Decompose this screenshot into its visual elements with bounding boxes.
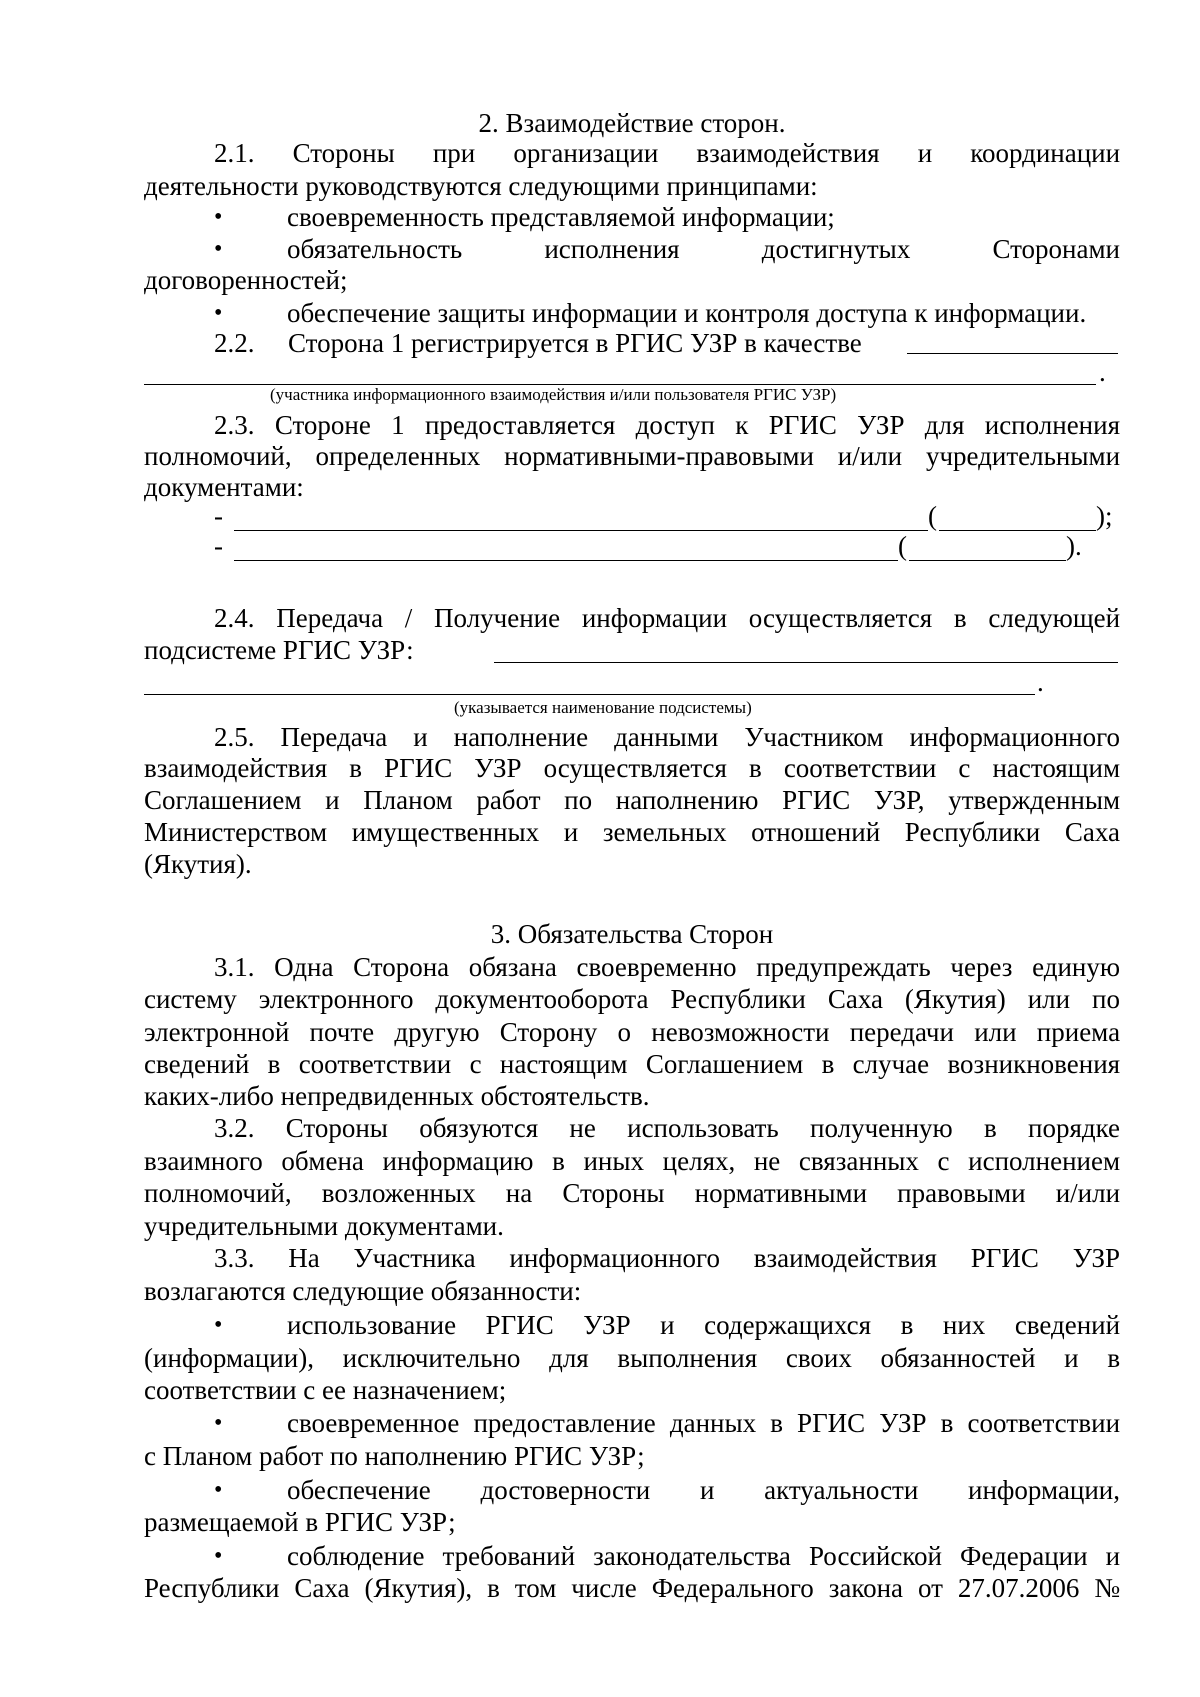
clause-2-5-line-1 [214, 721, 1120, 754]
duty-2-line-1 [287, 1407, 1120, 1440]
clause-2-4-line-1 [214, 602, 1120, 635]
word: в [267, 1049, 281, 1079]
clause-2-5-line-2 [144, 752, 1120, 785]
clause-3-2-line-2 [144, 1145, 1120, 1178]
word: в [349, 753, 363, 783]
word: достигнутых [761, 234, 911, 264]
word: 2.3. [214, 410, 255, 440]
word: Сторона [353, 952, 450, 982]
word: возложенных [321, 1178, 476, 1208]
word: по [1092, 984, 1120, 1014]
clause-2-2-end: . [1099, 357, 1106, 387]
word: Федерального [651, 1573, 814, 1603]
word: в [821, 1049, 835, 1079]
word: правовыми [897, 1178, 1026, 1208]
bullet-icon: • [214, 1477, 223, 1503]
word: организации [513, 138, 659, 168]
word: работ [476, 785, 541, 815]
word: УЗР [583, 1310, 631, 1340]
word: Стороны [285, 1113, 388, 1143]
blank-line-document-2-detail [909, 560, 1066, 561]
word: и [563, 817, 579, 847]
clause-number: 2.2. [214, 328, 255, 358]
duty-4-line-2 [144, 1572, 1120, 1605]
word: Передача [280, 722, 388, 752]
word: содержащихся [704, 1310, 872, 1340]
word: осуществляется [543, 753, 727, 783]
word: Министерством [144, 817, 328, 847]
word: исполнения [984, 410, 1121, 440]
duty-1-line-3: соответствии с ее назначением; [144, 1375, 507, 1405]
word: том [514, 1573, 557, 1603]
word: Российской [808, 1541, 942, 1571]
word: исполнения [544, 234, 680, 264]
word: и [413, 722, 428, 752]
bullet-icon: • [214, 236, 223, 262]
word: предоставляется [424, 410, 616, 440]
word: требований [442, 1541, 576, 1571]
clause-3-1-line-4 [144, 1048, 1120, 1081]
bullet-icon: • [214, 300, 223, 326]
clause-2-1-line-2: деятельности руководствуются следующими принципами: [144, 171, 818, 201]
word: выполнения [617, 1343, 758, 1373]
word: Федерации [960, 1541, 1088, 1571]
duty-2-line-2: с Планом работ по наполнению РГИС УЗР; [144, 1441, 645, 1471]
word: Саха [1064, 817, 1121, 847]
word: земельных [602, 817, 727, 847]
word: предупреждать [756, 952, 931, 982]
word: РГИС [782, 785, 851, 815]
word: порядке [1028, 1113, 1121, 1143]
word: Республики [670, 984, 806, 1014]
word: и [660, 1310, 675, 1340]
word: электронной [144, 1017, 290, 1047]
paren-open-1: ( [928, 501, 937, 531]
word: взаимодействия [144, 753, 328, 783]
word: передачи [849, 1017, 954, 1047]
word: УЗР [1072, 1243, 1120, 1273]
word: в [749, 753, 762, 783]
word: Участника [353, 1243, 476, 1273]
word: них [942, 1310, 986, 1340]
word: Сторонами [992, 234, 1121, 264]
word: УЗР [474, 753, 522, 783]
clause-3-3-line-2: возлагаются следующие обязанности: [144, 1276, 582, 1306]
role-caption: (участника информационного взаимодействия и/или пользователя РГИС УЗР) [270, 385, 837, 404]
word: обязана [468, 952, 557, 982]
word: УЗР, [873, 785, 925, 815]
word: обязуются [419, 1113, 539, 1143]
word: Получение [434, 603, 561, 633]
word: или [974, 1017, 1017, 1047]
word: в [900, 1310, 914, 1340]
word: в [1107, 1343, 1121, 1373]
word: не [753, 1146, 781, 1176]
word: РГИС [384, 753, 453, 783]
principle-2-line-1 [287, 233, 1120, 266]
word: соответствии [967, 1408, 1121, 1438]
word: своевременное [287, 1408, 460, 1438]
word: единую [1032, 952, 1121, 982]
word: Планом [363, 785, 453, 815]
word: информационного [909, 722, 1121, 752]
word: для [924, 410, 965, 440]
word: информацию [382, 1146, 534, 1176]
duty-1-line-1 [287, 1309, 1120, 1342]
word: Соглашением [645, 1049, 804, 1079]
word: целях, [662, 1146, 736, 1176]
word: связанных [798, 1146, 919, 1176]
word: в [770, 1408, 783, 1438]
word: с [469, 1049, 482, 1079]
clause-2-3-line-1 [214, 409, 1120, 442]
word: настоящим [992, 753, 1121, 783]
word: РГИС [768, 410, 837, 440]
word: Саха [827, 984, 883, 1014]
word: отношений [751, 817, 881, 847]
clause-2-5-line-5: (Якутия). [144, 849, 252, 879]
clause-3-1-line-3 [144, 1016, 1120, 1049]
word: в [940, 1408, 954, 1438]
word: и [1105, 1541, 1121, 1571]
word: закона [828, 1573, 904, 1603]
clause-2-5-line-3 [144, 784, 1120, 817]
word: и [1064, 1343, 1079, 1373]
word: наполнение [453, 722, 589, 752]
word: систему [144, 984, 237, 1014]
word: 27.07.2006 [957, 1573, 1080, 1603]
blank-line-document-1 [234, 530, 928, 531]
word: обязательность [287, 234, 463, 264]
word: данных [669, 1408, 757, 1438]
word: (Якутия) [904, 984, 1006, 1014]
clause-2-1-line-1 [214, 137, 1120, 170]
word: Стороне [274, 410, 371, 440]
word: Одна [274, 952, 334, 982]
clause-2-4-line-2: подсистеме РГИС УЗР: [144, 635, 414, 665]
word: (Якутия), [364, 1573, 473, 1603]
word: соответствии [783, 753, 937, 783]
clause-2-2-text: Сторона 1 регистрируется в РГИС УЗР в качестве [288, 328, 862, 358]
word: своих [785, 1343, 852, 1373]
dash-1: - [214, 501, 223, 531]
word: осуществляется [748, 603, 933, 633]
bullet-icon: • [214, 1410, 223, 1436]
word: информации [581, 603, 728, 633]
word: полномочий, [144, 1178, 292, 1208]
clause-2-3-line-2 [144, 440, 1120, 473]
duty-3-line-1 [287, 1474, 1120, 1507]
word: взаимного [144, 1146, 263, 1176]
word: числе [571, 1573, 637, 1603]
word: доступ [635, 410, 715, 440]
clause-3-3-line-1 [214, 1242, 1120, 1275]
word: с [958, 753, 971, 783]
bullet-icon: • [214, 1543, 223, 1569]
word: к [735, 410, 749, 440]
word: и/или [837, 441, 903, 471]
word: настоящим [499, 1049, 628, 1079]
word: почте [309, 1017, 375, 1047]
section-3-heading: 3. Обязательства Сторон [490, 919, 774, 949]
word: наполнению [615, 785, 759, 815]
blank-line-subsystem [494, 662, 1118, 663]
clause-2-5-line-4 [144, 816, 1120, 849]
word: законодательства [593, 1541, 791, 1571]
word: соблюдение [287, 1541, 425, 1571]
principle-1: своевременность представляемой информации; [287, 202, 835, 232]
clause-3-2-line-4: учредительными документами. [144, 1211, 504, 1241]
paren-open-2: ( [898, 531, 907, 561]
word: имущественных [351, 817, 540, 847]
word: или [1027, 984, 1071, 1014]
word: в [953, 603, 967, 633]
word: исключительно [342, 1343, 521, 1373]
word: координации [970, 138, 1121, 168]
subsystem-caption: (указывается наименование подсистемы) [454, 698, 752, 717]
word: 2.4. [214, 603, 255, 633]
word: сведений [144, 1049, 250, 1079]
word: следующей [988, 603, 1121, 633]
word: предоставление [473, 1408, 656, 1438]
word: нормативными-правовыми [504, 441, 814, 471]
bullet-icon: • [214, 204, 223, 230]
word: РГИС [797, 1408, 866, 1438]
word: 2.5. [214, 722, 255, 752]
word: взаимодействия [696, 138, 880, 168]
clause-3-1-line-5: каких-либо непредвиденных обстоятельств. [144, 1081, 650, 1111]
word: взаимодействия [753, 1243, 937, 1273]
word: информации, [968, 1475, 1120, 1505]
word: использовать [627, 1113, 779, 1143]
word: Сторону [499, 1017, 598, 1047]
word: утвержденным [948, 785, 1121, 815]
clause-3-1-line-2 [144, 983, 1120, 1016]
word: документооборота [435, 984, 649, 1014]
word: № [1094, 1573, 1121, 1603]
word: обеспечение [287, 1475, 431, 1505]
word: по [564, 785, 593, 815]
word: использование [287, 1310, 457, 1340]
word: нормативными [694, 1178, 868, 1208]
duty-3-line-2: размещаемой в РГИС УЗР; [144, 1507, 456, 1537]
word: через [950, 952, 1013, 982]
word: на [505, 1178, 533, 1208]
word: в [983, 1113, 997, 1143]
paren-close-2: ). [1066, 531, 1082, 561]
word: для [549, 1343, 589, 1373]
blank-line-role [907, 353, 1118, 354]
word: обмена [281, 1146, 364, 1176]
word: 3.3. [214, 1243, 255, 1273]
word: РГИС [485, 1310, 554, 1340]
word: случае [852, 1049, 930, 1079]
word: Соглашением [144, 785, 302, 815]
word: о [617, 1017, 632, 1047]
word: определенных [315, 441, 481, 471]
bullet-icon: • [214, 1312, 223, 1338]
blank-line-subsystem-continued [144, 694, 1035, 695]
word: полученную [810, 1113, 953, 1143]
paren-close-1: ); [1096, 501, 1113, 531]
word: 3.1. [214, 952, 255, 982]
clause-3-1-line-1 [214, 951, 1120, 984]
word: актуальности [764, 1475, 919, 1505]
word: 3.2. [214, 1113, 255, 1143]
word: / [404, 603, 413, 633]
word: полномочий, [144, 441, 292, 471]
word: в [487, 1573, 500, 1603]
word: с [937, 1146, 950, 1176]
word: исполнением [968, 1146, 1121, 1176]
clause-2-2-line-1 [214, 327, 1120, 360]
word: Стороны [562, 1178, 665, 1208]
word: возникновения [947, 1049, 1121, 1079]
word: и [917, 138, 933, 168]
word: другую [394, 1017, 480, 1047]
duty-4-line-1 [287, 1540, 1120, 1573]
word: электронного [258, 984, 414, 1014]
word: 2.1. [214, 138, 255, 168]
word: и [699, 1475, 715, 1505]
word: соответствии [298, 1049, 452, 1079]
word: Республики [904, 817, 1041, 847]
word: Участником [744, 722, 884, 752]
word: обязанностей [880, 1343, 1036, 1373]
word: (информации), [144, 1343, 314, 1373]
word: при [432, 138, 476, 168]
word: достоверности [480, 1475, 651, 1505]
word: и [325, 785, 340, 815]
word: Передача [276, 603, 384, 633]
word: РГИС [970, 1243, 1039, 1273]
word: не [569, 1113, 596, 1143]
word: и/или [1055, 1178, 1121, 1208]
dash-2: - [214, 531, 223, 561]
word: приема [1036, 1017, 1121, 1047]
section-2-heading: 2. Взаимодействие сторон. [478, 108, 786, 138]
word: Республики [144, 1573, 280, 1603]
word: своевременно [576, 952, 737, 982]
word: Стороны [292, 138, 395, 168]
clause-2-3-line-3: документами: [144, 472, 304, 502]
word: Саха [294, 1573, 350, 1603]
word: сведений [1014, 1310, 1121, 1340]
word: информационного [509, 1243, 720, 1273]
word: 1 [391, 410, 405, 440]
principle-2-line-2: договоренностей; [144, 265, 348, 295]
word: иных [583, 1146, 645, 1176]
word: УЗР [857, 410, 905, 440]
word: в [552, 1146, 565, 1176]
clause-3-2-line-1 [214, 1112, 1120, 1145]
principle-3: обеспечение защиты информации и контроля доступа к информации. [287, 298, 1087, 328]
clause-2-4-end: . [1037, 667, 1044, 697]
clause-3-2-line-3 [144, 1177, 1120, 1210]
word: от [918, 1573, 943, 1603]
word: учредительными [925, 441, 1121, 471]
duty-1-line-2 [144, 1342, 1120, 1375]
word: данными [614, 722, 719, 752]
blank-line-document-2 [234, 560, 898, 561]
word: На [288, 1243, 320, 1273]
word: УЗР [879, 1408, 927, 1438]
word: невозможности [651, 1017, 830, 1047]
